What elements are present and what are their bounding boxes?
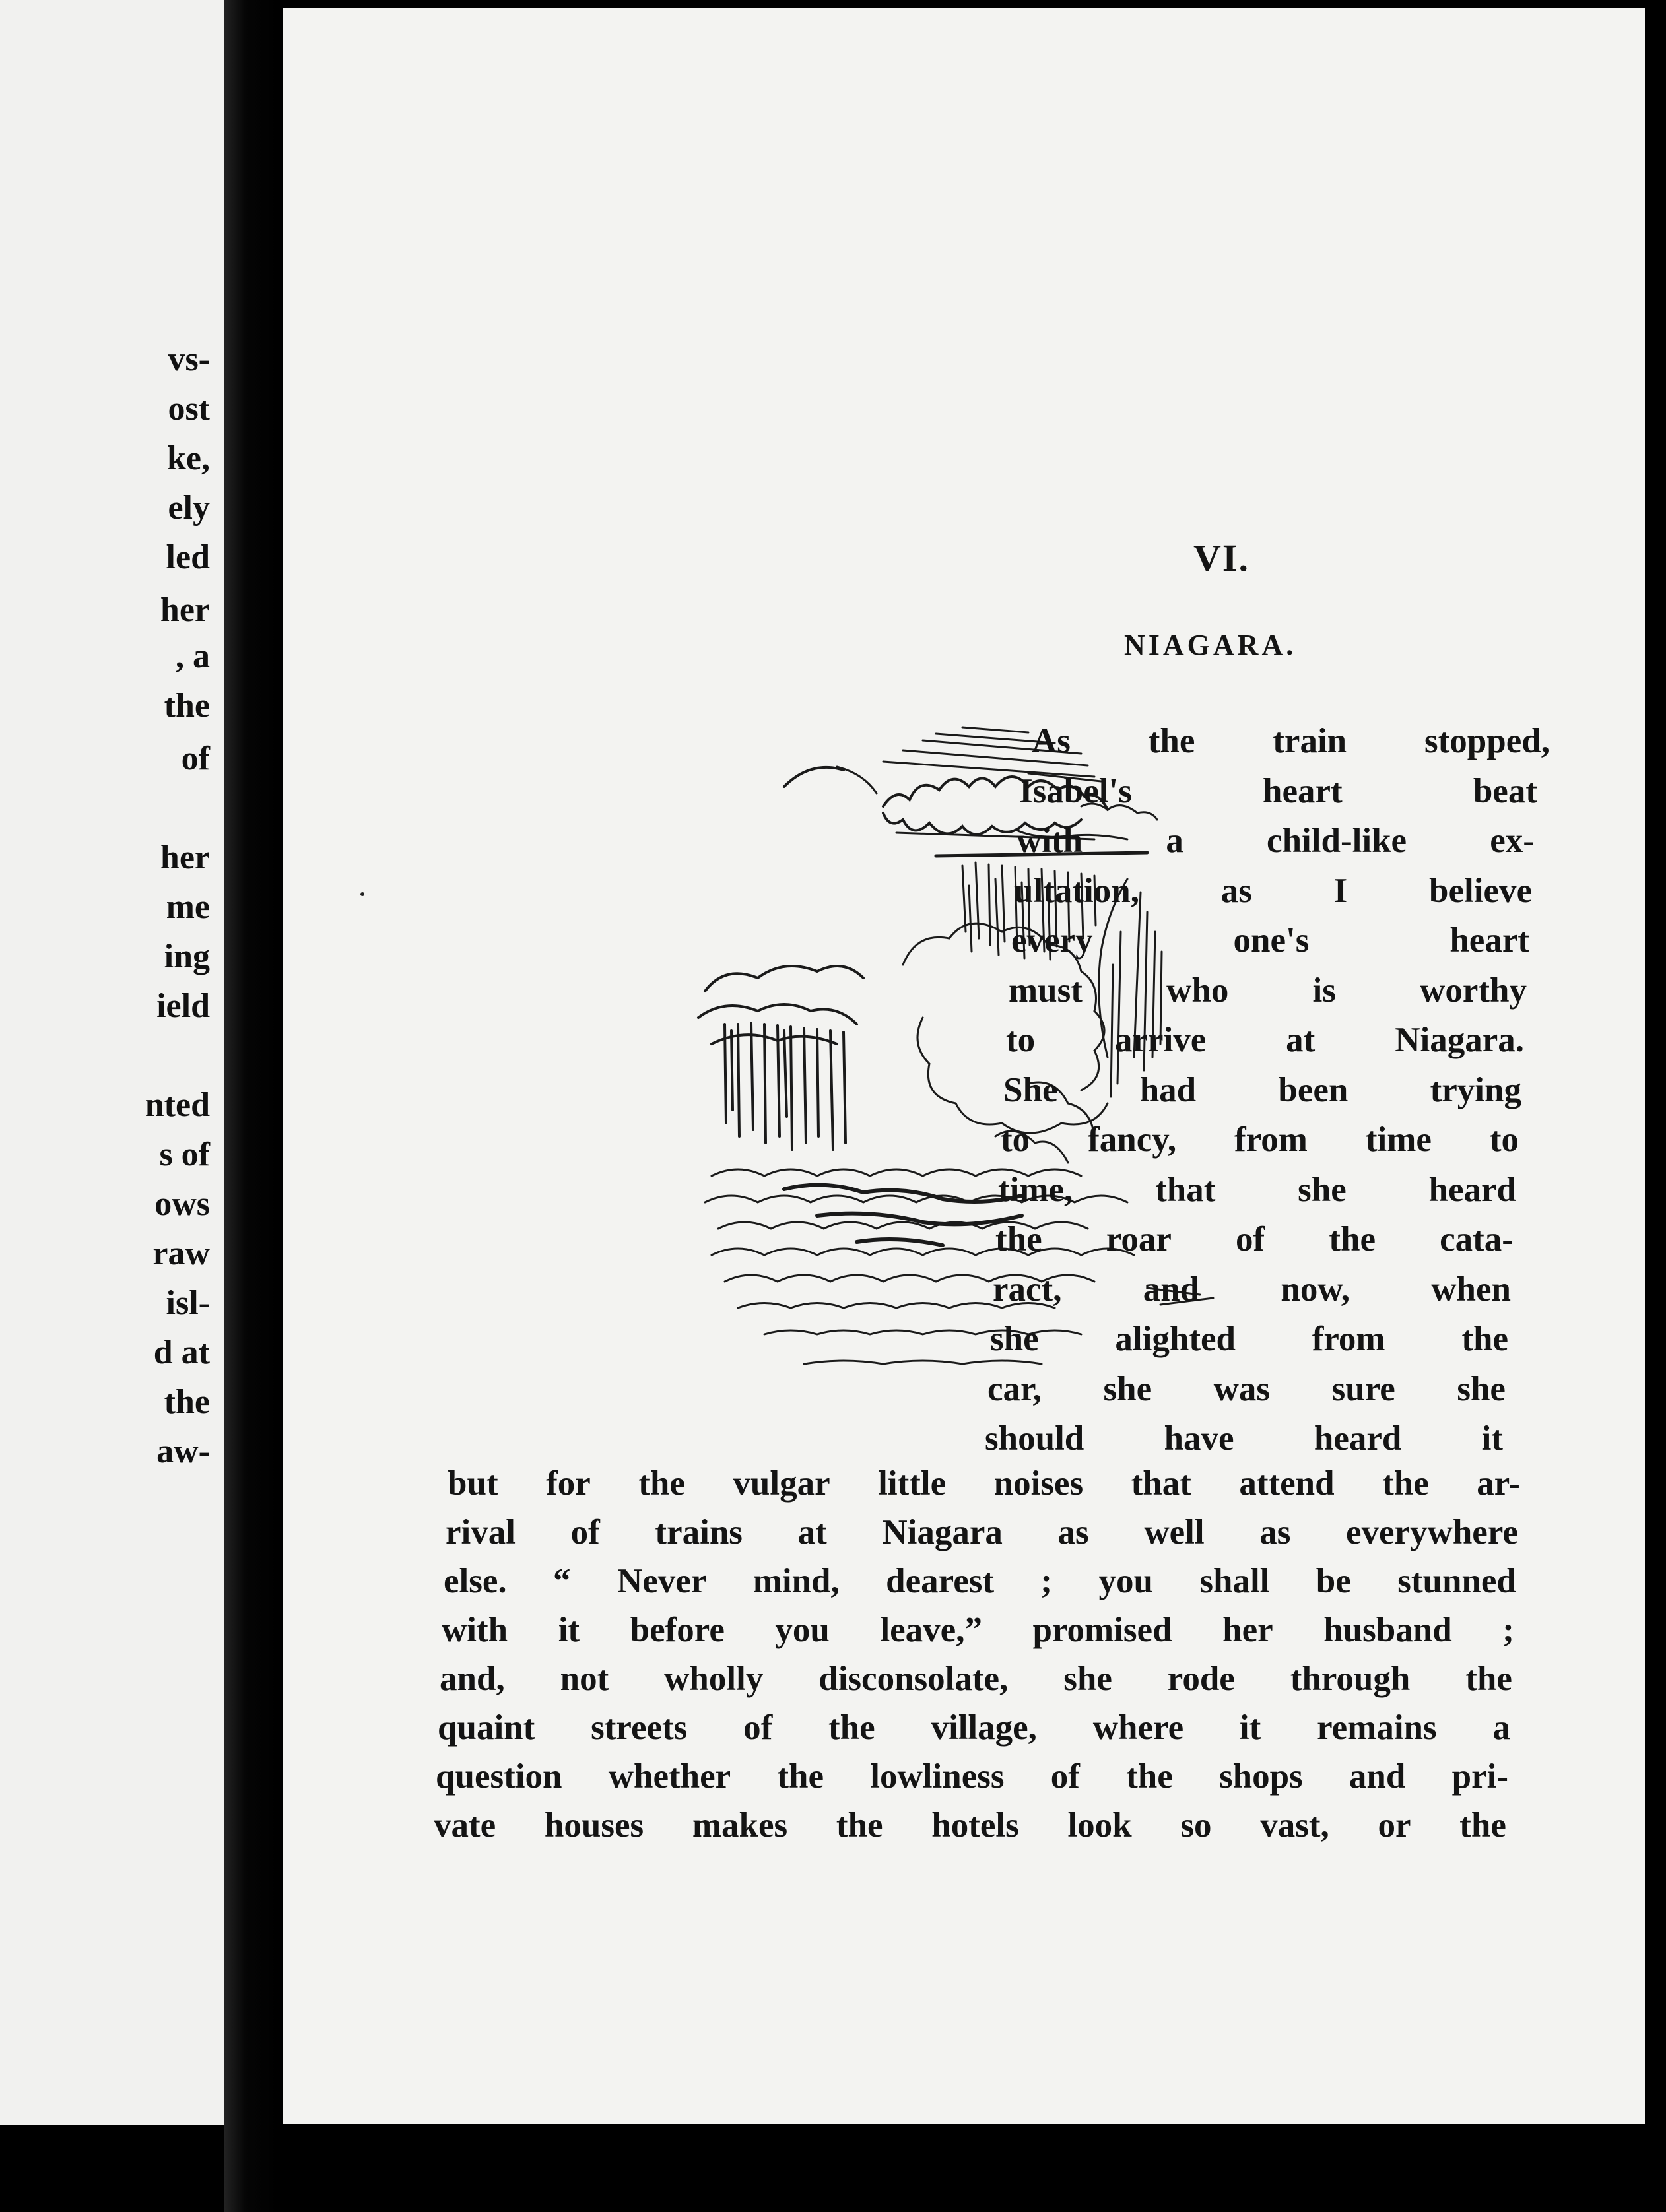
text-line: ultation, as I believe: [1014, 871, 1532, 910]
left-page-line: s of: [159, 1136, 210, 1173]
left-page-line: vs-: [168, 341, 210, 378]
text-line: question whether the lowliness of the shops and pri-: [436, 1757, 1508, 1796]
text-line: with a child-like ex-: [1016, 822, 1535, 860]
dark-water-strokes: [784, 1185, 1022, 1245]
text-line: ract, and now, when: [993, 1270, 1511, 1309]
left-page-line: nted: [145, 1086, 210, 1124]
page-gutter: [224, 0, 277, 2212]
text-line: must who is worthy: [1009, 971, 1527, 1010]
left-page-line: her: [160, 839, 210, 876]
left-page-line: the: [164, 1383, 210, 1421]
left-page-line: ows: [154, 1185, 210, 1223]
left-page-line: raw: [152, 1235, 210, 1272]
left-page-line: d at: [153, 1334, 210, 1371]
previous-page: [0, 0, 224, 2125]
left-page-line: ield: [156, 987, 210, 1025]
left-page-line: ost: [168, 390, 210, 428]
left-page-line: of: [181, 740, 210, 777]
text-line: She had been trying: [1003, 1070, 1521, 1109]
text-line: car, she was sure she: [987, 1369, 1506, 1408]
text-line: to arrive at Niagara.: [1006, 1021, 1524, 1059]
left-page-line: the: [164, 687, 210, 725]
text-line: As the train stopped,: [1032, 722, 1550, 760]
left-falls: [698, 966, 863, 1150]
text-line: rival of trains at Niagara as well as everywhere: [446, 1513, 1518, 1551]
text-line: and, not wholly disconsolate, she rode through the: [440, 1660, 1512, 1698]
current-page: [283, 8, 1645, 2124]
text-line: vate houses makes the hotels look so vast, or the: [434, 1806, 1506, 1844]
text-line: should have heard it: [985, 1419, 1503, 1458]
text-line: but for the vulgar little noises that attend the ar-: [448, 1464, 1520, 1503]
chapter-title: NIAGARA.: [1124, 629, 1297, 661]
text-line: she alighted from the: [990, 1320, 1508, 1358]
left-page-line: , a: [176, 637, 210, 675]
scan-speck: [360, 892, 364, 896]
text-line: quaint streets of the village, where it remains a: [438, 1708, 1510, 1747]
text-line: Isabel's heart beat: [1019, 771, 1537, 810]
text-line: to fancy, from time to: [1001, 1121, 1519, 1159]
left-page-line: ely: [168, 489, 210, 527]
chapter-number: VI.: [1193, 537, 1250, 579]
left-page-line: me: [166, 888, 210, 926]
left-page-line: her: [160, 591, 210, 629]
page-edge: [1645, 46, 1666, 2212]
left-page-line: ke,: [167, 439, 210, 477]
text-line: every one's heart: [1011, 921, 1529, 960]
text-line: else. “ Never mind, dearest ; you shall be stunned: [444, 1562, 1516, 1600]
text-line: with it before you leave,” promised her husband ;: [442, 1611, 1514, 1649]
left-page-line: isl-: [166, 1284, 210, 1322]
left-page-line: led: [166, 538, 210, 576]
text-line: time, that she heard: [998, 1170, 1516, 1209]
left-page-line: ing: [164, 938, 210, 975]
text-line: the roar of the cata-: [995, 1220, 1514, 1258]
left-page-line: aw-: [156, 1433, 210, 1470]
